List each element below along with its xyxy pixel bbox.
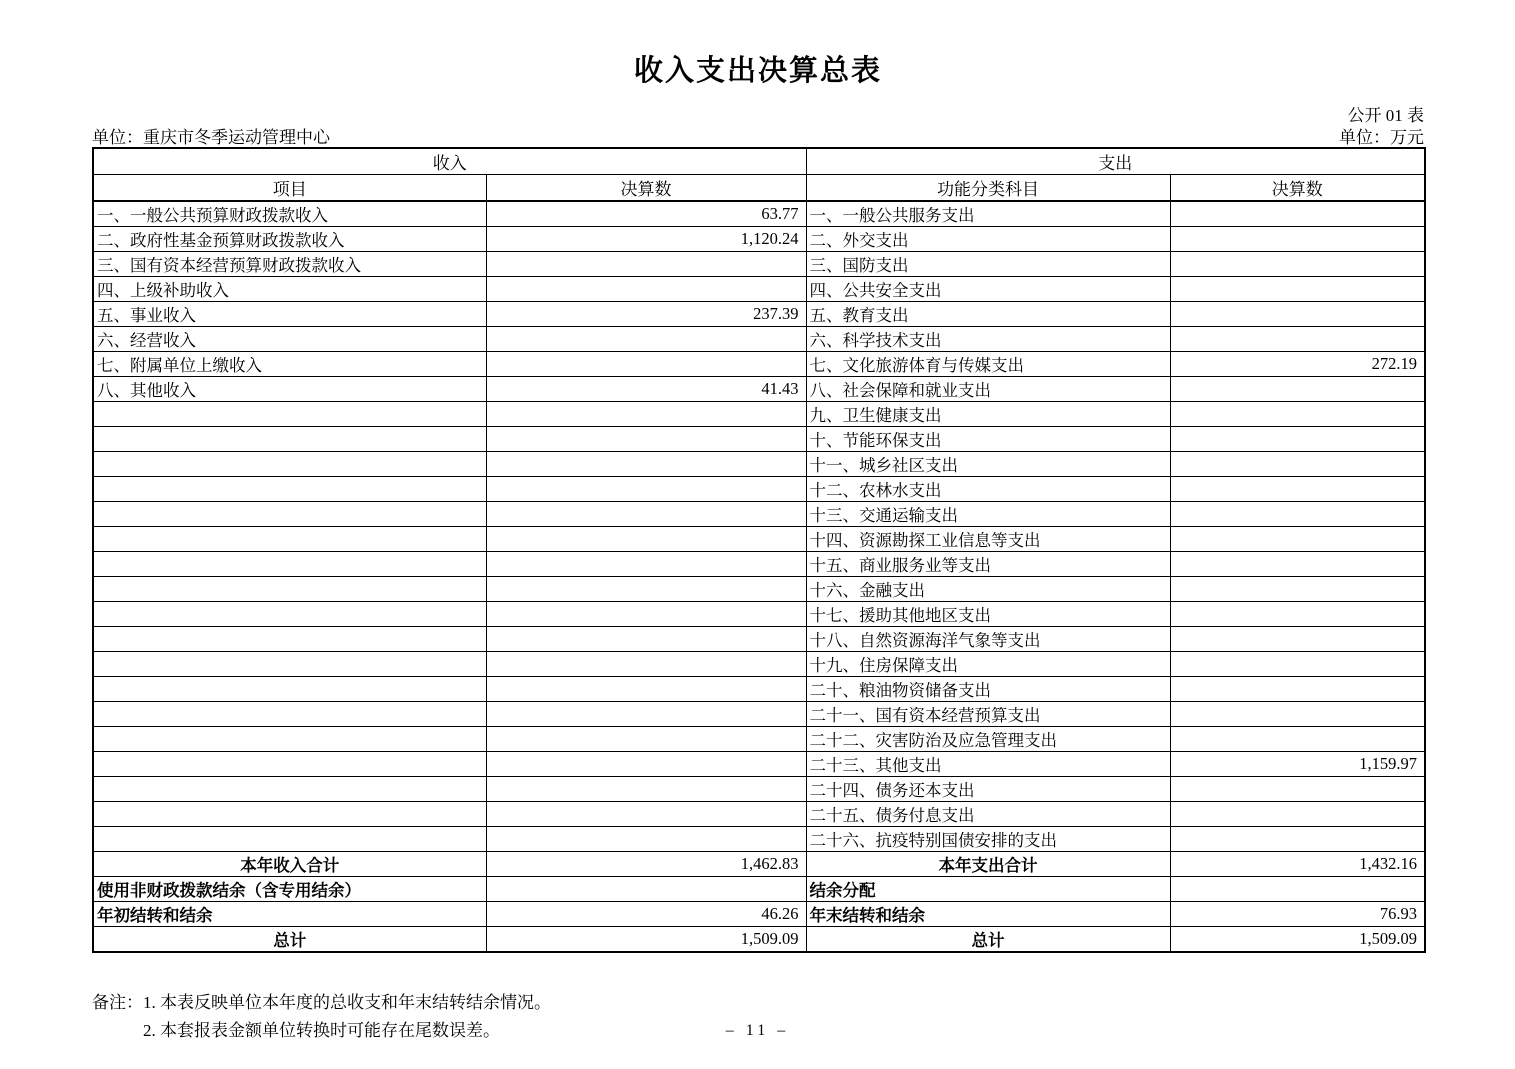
expense-amount-cell: [1170, 252, 1425, 277]
expense-amount-cell: [1170, 452, 1425, 477]
expense-item-cell: 二十三、其他支出: [806, 752, 1170, 777]
table-header: [93, 148, 1425, 201]
summary-row: [93, 852, 1425, 877]
income-amount-cell: 237.39: [486, 302, 806, 327]
expense-amount-cell: [1170, 227, 1425, 252]
expense-amount-cell: [1170, 477, 1425, 502]
summary-row: [93, 927, 1425, 953]
unit-name-label: 单位：重庆市冬季运动管理中心: [92, 128, 330, 147]
income-item-cell: [93, 802, 486, 827]
table-row: [93, 502, 1425, 527]
expense-summary-amount-cell: 1,509.09: [1170, 927, 1425, 953]
summary-row: [93, 877, 1425, 902]
income-item-cell: [93, 577, 486, 602]
income-item-cell: [93, 552, 486, 577]
table-row: [93, 602, 1425, 627]
expense-item-cell: 十七、援助其他地区支出: [806, 602, 1170, 627]
expense-item-cell: 二十二、灾害防治及应急管理支出: [806, 727, 1170, 752]
income-item-cell: [93, 627, 486, 652]
expense-amount-cell: [1170, 502, 1425, 527]
income-amount-cell: [486, 827, 806, 852]
income-amount-cell: [486, 527, 806, 552]
income-summary-label-cell: 本年收入合计: [93, 852, 486, 877]
summary-row: [93, 902, 1425, 927]
table-row: [93, 477, 1425, 502]
income-amount-cell: [486, 552, 806, 577]
expense-amount-cell: [1170, 327, 1425, 352]
income-amount-cell: [486, 802, 806, 827]
income-item-cell: [93, 427, 486, 452]
document-content: [92, 0, 1424, 1044]
expense-summary-label-cell: 本年支出合计: [806, 852, 1170, 877]
income-summary-label-cell: 总计: [93, 927, 486, 953]
table-row: [93, 227, 1425, 252]
income-item-cell: 一、一般公共预算财政拨款收入: [93, 201, 486, 227]
income-item-cell: 二、政府性基金预算财政拨款收入: [93, 227, 486, 252]
table-row: [93, 802, 1425, 827]
expense-item-cell: 二十六、抗疫特别国债安排的支出: [806, 827, 1170, 852]
expense-item-cell: 二、外交支出: [806, 227, 1170, 252]
income-item-cell: [93, 702, 486, 727]
income-amount-cell: [486, 677, 806, 702]
expense-summary-label-cell: 年末结转和结余: [806, 902, 1170, 927]
currency-unit-label: 单位：万元: [1339, 128, 1424, 147]
col-header-income-amount: 决算数: [486, 175, 806, 202]
table-row: [93, 252, 1425, 277]
expense-amount-cell: [1170, 627, 1425, 652]
expense-item-cell: 十六、金融支出: [806, 577, 1170, 602]
expense-amount-cell: [1170, 802, 1425, 827]
income-amount-cell: [486, 327, 806, 352]
expense-item-cell: 十、节能环保支出: [806, 427, 1170, 452]
table-row: [93, 702, 1425, 727]
table-row: [93, 552, 1425, 577]
expense-amount-cell: [1170, 402, 1425, 427]
accounts-table: [92, 147, 1426, 953]
income-item-cell: 七、附属单位上缴收入: [93, 352, 486, 377]
table-code: 公开 01 表: [1347, 106, 1424, 125]
expense-amount-cell: 272.19: [1170, 352, 1425, 377]
expense-summary-amount-cell: 1,432.16: [1170, 852, 1425, 877]
table-row: [93, 652, 1425, 677]
expense-item-cell: 二十、粮油物资储备支出: [806, 677, 1170, 702]
income-item-cell: [93, 727, 486, 752]
expense-amount-cell: [1170, 777, 1425, 802]
income-item-cell: [93, 527, 486, 552]
table-row: [93, 727, 1425, 752]
expense-item-cell: 三、国防支出: [806, 252, 1170, 277]
expense-item-cell: 十九、住房保障支出: [806, 652, 1170, 677]
expense-amount-cell: [1170, 702, 1425, 727]
expense-item-cell: 五、教育支出: [806, 302, 1170, 327]
column-header-row: [93, 175, 1425, 202]
income-summary-amount-cell: 1,462.83: [486, 852, 806, 877]
income-item-cell: 八、其他收入: [93, 377, 486, 402]
note-line-2: 2. 本套报表金额单位转换时可能存在尾数误差。: [143, 1020, 500, 1040]
table-row: [93, 327, 1425, 352]
expense-amount-cell: [1170, 302, 1425, 327]
expense-amount-cell: [1170, 552, 1425, 577]
income-amount-cell: [486, 727, 806, 752]
expense-amount-cell: [1170, 577, 1425, 602]
income-amount-cell: [486, 502, 806, 527]
col-header-income-item: 项目: [93, 175, 486, 202]
expense-item-cell: 十八、自然资源海洋气象等支出: [806, 627, 1170, 652]
expense-amount-cell: [1170, 527, 1425, 552]
table-row: [93, 402, 1425, 427]
income-summary-label-cell: 年初结转和结余: [93, 902, 486, 927]
income-amount-cell: [486, 477, 806, 502]
income-amount-cell: [486, 452, 806, 477]
income-amount-cell: [486, 277, 806, 302]
expense-item-cell: 十一、城乡社区支出: [806, 452, 1170, 477]
table-row: [93, 577, 1425, 602]
income-item-cell: [93, 477, 486, 502]
page-title: 收入支出决算总表: [633, 55, 882, 87]
expense-item-cell: 八、社会保障和就业支出: [806, 377, 1170, 402]
expense-amount-cell: [1170, 277, 1425, 302]
income-amount-cell: [486, 252, 806, 277]
income-item-cell: 三、国有资本经营预算财政拨款收入: [93, 252, 486, 277]
expense-amount-cell: [1170, 201, 1425, 227]
income-item-cell: 六、经营收入: [93, 327, 486, 352]
expense-item-cell: 十二、农林水支出: [806, 477, 1170, 502]
table-row: [93, 452, 1425, 477]
table-row: [93, 752, 1425, 777]
meta-line: [92, 123, 1424, 147]
expense-item-cell: 四、公共安全支出: [806, 277, 1170, 302]
expense-amount-cell: [1170, 727, 1425, 752]
income-summary-amount-cell: 46.26: [486, 902, 806, 927]
income-amount-cell: [486, 652, 806, 677]
table-row: [93, 527, 1425, 552]
expense-amount-cell: [1170, 677, 1425, 702]
expense-item-cell: 十三、交通运输支出: [806, 502, 1170, 527]
page-number: – 11 –: [725, 1022, 790, 1039]
income-amount-cell: [486, 602, 806, 627]
income-item-cell: [93, 452, 486, 477]
income-amount-cell: [486, 427, 806, 452]
income-amount-cell: 41.43: [486, 377, 806, 402]
income-item-cell: [93, 677, 486, 702]
table-row: [93, 277, 1425, 302]
expense-item-cell: 十五、商业服务业等支出: [806, 552, 1170, 577]
expense-item-cell: 一、一般公共服务支出: [806, 201, 1170, 227]
income-item-cell: [93, 777, 486, 802]
income-item-cell: [93, 402, 486, 427]
expense-summary-amount-cell: 76.93: [1170, 902, 1425, 927]
table-row: [93, 777, 1425, 802]
income-item-cell: 四、上级补助收入: [93, 277, 486, 302]
income-amount-cell: 63.77: [486, 201, 806, 227]
income-item-cell: 五、事业收入: [93, 302, 486, 327]
income-item-cell: [93, 502, 486, 527]
table-row: [93, 377, 1425, 402]
income-amount-cell: [486, 402, 806, 427]
table-summary: [93, 852, 1425, 953]
expense-item-cell: 九、卫生健康支出: [806, 402, 1170, 427]
expense-item-cell: 十四、资源勘探工业信息等支出: [806, 527, 1170, 552]
table-row: [93, 427, 1425, 452]
table-row: [93, 827, 1425, 852]
expense-summary-label-cell: 结余分配: [806, 877, 1170, 902]
table-body: [93, 201, 1425, 852]
income-item-cell: [93, 652, 486, 677]
expense-item-cell: 七、文化旅游体育与传媒支出: [806, 352, 1170, 377]
expense-amount-cell: [1170, 377, 1425, 402]
expense-summary-label-cell: 总计: [806, 927, 1170, 953]
table-row: [93, 201, 1425, 227]
col-header-expense-amount: 决算数: [1170, 175, 1425, 202]
table-row: [93, 677, 1425, 702]
expense-amount-cell: [1170, 827, 1425, 852]
col-header-expense-item: 功能分类科目: [806, 175, 1170, 202]
income-amount-cell: [486, 702, 806, 727]
income-item-cell: [93, 602, 486, 627]
income-summary-amount-cell: [486, 877, 806, 902]
expense-summary-amount-cell: [1170, 877, 1425, 902]
section-header-row: [93, 148, 1425, 175]
income-item-cell: [93, 752, 486, 777]
expense-amount-cell: [1170, 602, 1425, 627]
expense-item-cell: 二十五、债务付息支出: [806, 802, 1170, 827]
income-section-header: 收入: [93, 148, 806, 175]
note-line-1: 1. 本表反映单位本年度的总收支和年末结转结余情况。: [143, 993, 551, 1012]
expense-item-cell: 二十一、国有资本经营预算支出: [806, 702, 1170, 727]
income-amount-cell: [486, 777, 806, 802]
expense-amount-cell: [1170, 427, 1425, 452]
expense-section-header: 支出: [806, 148, 1425, 175]
expense-item-cell: 六、科学技术支出: [806, 327, 1170, 352]
expense-amount-cell: [1170, 652, 1425, 677]
income-amount-cell: [486, 352, 806, 377]
table-row: [93, 302, 1425, 327]
income-item-cell: [93, 827, 486, 852]
income-amount-cell: [486, 752, 806, 777]
expense-item-cell: 二十四、债务还本支出: [806, 777, 1170, 802]
income-amount-cell: [486, 627, 806, 652]
notes-label: 备注：: [92, 993, 143, 1012]
income-amount-cell: [486, 577, 806, 602]
income-summary-amount-cell: 1,509.09: [486, 927, 806, 953]
expense-amount-cell: 1,159.97: [1170, 752, 1425, 777]
table-row: [93, 627, 1425, 652]
income-summary-label-cell: 使用非财政拨款结余（含专用结余）: [93, 877, 486, 902]
income-amount-cell: 1,120.24: [486, 227, 806, 252]
table-row: [93, 352, 1425, 377]
